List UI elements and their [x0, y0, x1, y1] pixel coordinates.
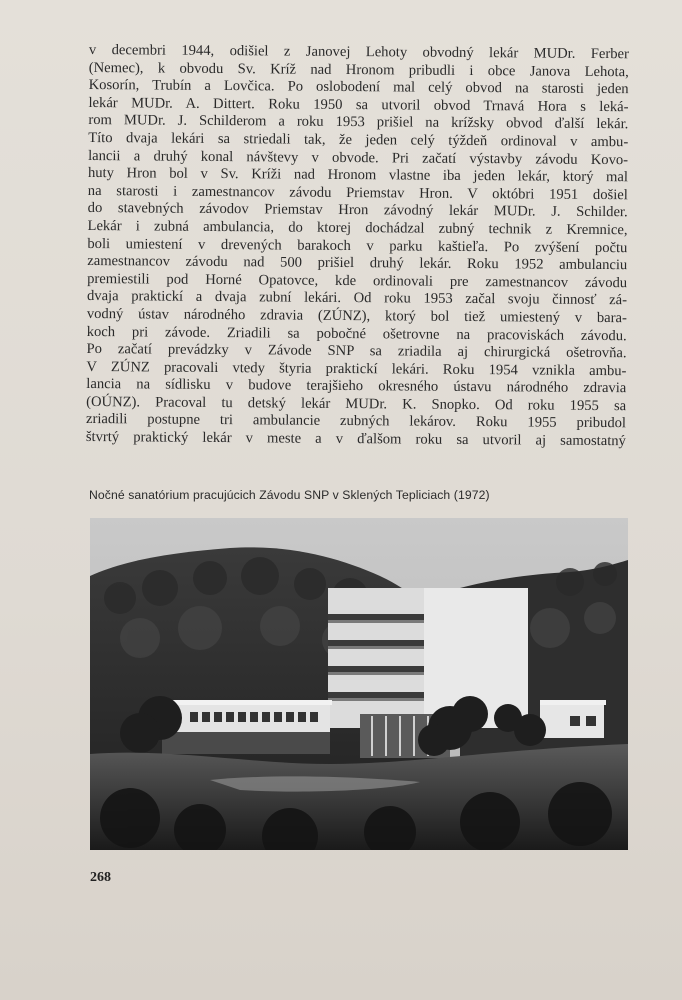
- text-line: v decembri 1944, odišiel z Janovej Lehoty obvodný lekár MUDr. Ferber: [88, 42, 629, 63]
- text-line: dvaja praktickí a dvaja zubní lekári. Od roku 1953 začal svoju činnosť zá-: [86, 288, 628, 309]
- text-line: lekár MUDr. A. Dittert. Roku 1950 sa utvoril obvod Trnavá Hora s leká-: [88, 94, 629, 116]
- photo-caption: Nočné sanatórium pracujúcich Závodu SNP v Sklených Tepliciach (1972): [89, 488, 490, 502]
- body-text: [86, 42, 629, 451]
- text-line: zamestnancov závodu nad 500 prišiel druhý lekár. Roku 1952 ambulanciu: [87, 253, 628, 274]
- text-line: na starosti i zamestnancov závodu Priemstav Hron. V októbri 1951 došiel: [87, 182, 628, 203]
- text-line: premiestili pod Horné Opatovce, kde ordinovali pre zamestnancov závodu: [87, 270, 628, 291]
- sanatorium-photo: [90, 518, 628, 850]
- text-line: zriadili postupne tri ambulancie zubných lekárov. Roku 1955 pribudol: [85, 411, 627, 432]
- text-line: Po začatí prevádzky v Závode SNP sa zriadila aj chirurgická ošetrovňa.: [86, 341, 627, 362]
- text-line: lancia na sídlisku v budove terajšieho okresného ústavu národného zdravia: [86, 376, 627, 397]
- text-line: rom MUDr. J. Schilderom a roku 1953 prišiel na krížsky obvod ďalší lekár.: [88, 112, 629, 133]
- text-line: lancii a druhý konal návštevy v obvode. Pri začatí výstavby závodu Kovo-: [88, 147, 629, 168]
- text-line: (OÚNZ). Pracoval tu detský lekár MUDr. K. Snopko. Od roku 1955 sa: [86, 393, 627, 415]
- text-line: Kosorín, Trubín a Lovčica. Po oslobodení mal celý obvod na starosti jeden: [88, 77, 629, 98]
- text-line: (Nemec), k obvodu Sv. Kríž nad Hronom pribudli i obce Janova Lehota,: [88, 59, 629, 80]
- text-line: huty Hron bol v Sv. Kríži nad Hronom vlastne iba jeden lekár, ktorý mal: [87, 165, 629, 186]
- text-line: Lekár i zubná ambulancia, do ktorej dochádzal zubný technik z Kremnice,: [87, 217, 628, 239]
- text-line: boli umiestení v drevených barakoch v parku kaštieľa. Po zvýšení počtu: [87, 235, 628, 256]
- text-line: koch pri závode. Zriadili sa pobočné ošetrovne na pracoviskách závodu.: [86, 323, 627, 344]
- text-line: Títo dvaja lekári sa striedali tak, že jeden celý týždeň ordinoval v ambu-: [88, 129, 629, 151]
- text-line: do stavebných závodov Priemstav Hron závodný lekár MUDr. J. Schilder.: [87, 200, 628, 221]
- text-line: V ZÚNZ pracovali vtedy štyria praktickí lekári. Roku 1954 vznikla ambu-: [86, 358, 627, 379]
- text-line: vodný ústav národného zdravia (ZÚNZ), ktorý bol tiež umiestený v bara-: [86, 305, 627, 327]
- text-line: štvrtý praktický lekár v meste a v ďalšom roku sa utvoril aj samostatný: [85, 429, 626, 450]
- page-number: 268: [90, 870, 111, 885]
